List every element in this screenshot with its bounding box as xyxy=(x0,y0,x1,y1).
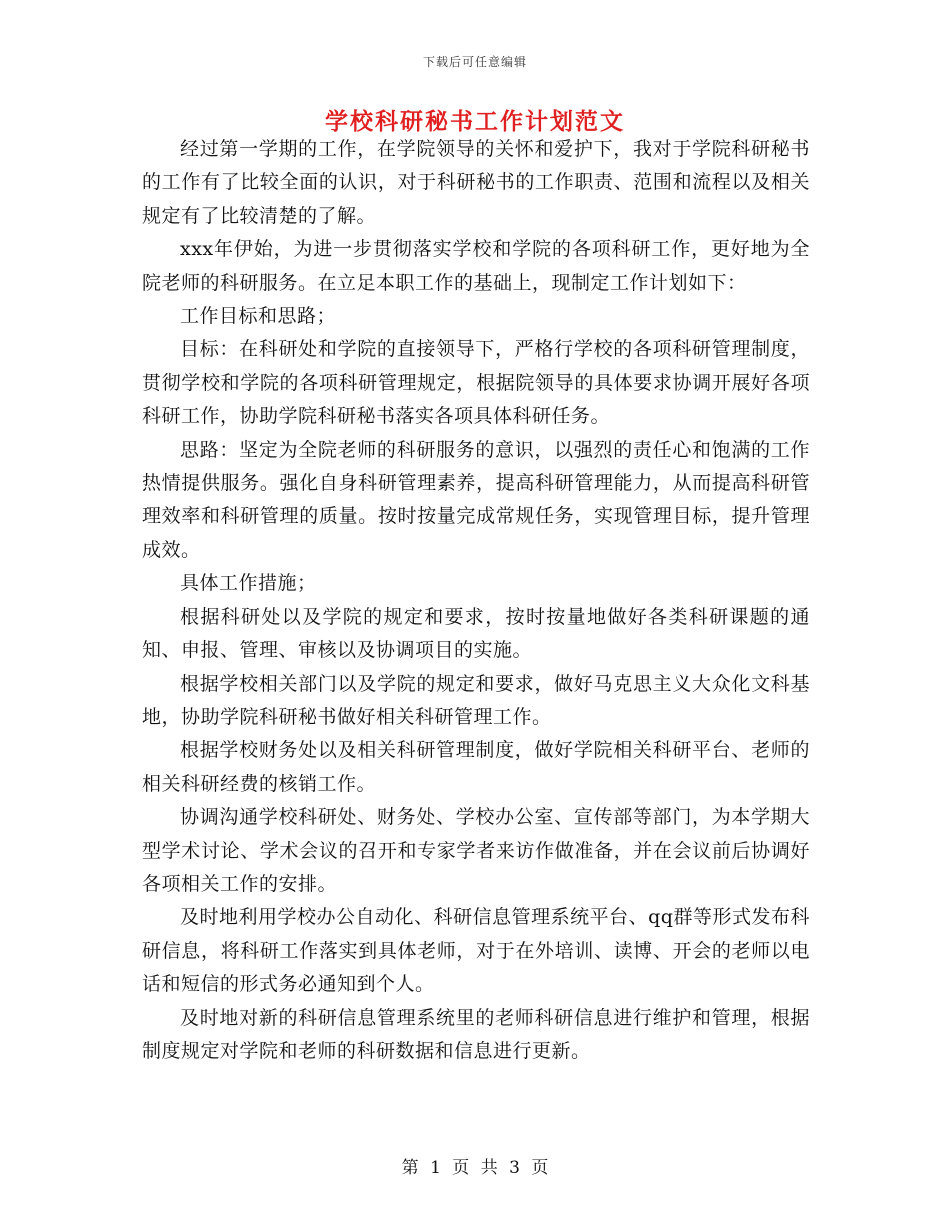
paragraph: xxx年伊始，为进一步贯彻落实学校和学院的各项科研工作，更好地为全院老师的科研服务。在立足本职工作的基础上，现制定工作计划如下： xyxy=(142,238,810,294)
paragraph: 及时地利用学校办公自动化、科研信息管理系统平台、qq群等形式发布科研信息，将科研工作落实到具体老师，对于在外培训、读博、开会的老师以电话和短信的形式务必通知到个人。 xyxy=(142,906,810,996)
paragraph: 根据学校财务处以及相关科研管理制度，做好学院相关科研平台、老师的相关科研经费的核销工作。 xyxy=(142,739,810,795)
paragraph: 经过第一学期的工作，在学院领导的关怀和爱护下，我对于学院科研秘书的工作有了比较全面的认识，对于科研秘书的工作职责、范围和流程以及相关规定有了比较清楚的了解。 xyxy=(142,138,810,227)
section-heading: 具体工作措施； xyxy=(180,572,317,595)
page-number: 第 1 页 共 3 页 xyxy=(401,1158,549,1178)
paragraph: 根据科研处以及学院的规定和要求，按时按量地做好各类科研课题的通知、申报、管理、审核以及协调项目的实施。 xyxy=(142,605,810,662)
document-title: 学校科研秘书工作计划范文 xyxy=(325,108,625,135)
paragraph: 及时地对新的科研信息管理系统里的老师科研信息进行维护和管理，根据制度规定对学院和老师的科研数据和信息进行更新。 xyxy=(142,1006,810,1062)
paragraph: 目标：在科研处和学院的直接领导下，严格行学校的各项科研管理制度，贯彻学校和学院的各项科研管理规定，根据院领导的具体要求协调开展好各项科研工作，协助学院科研秘书落实各项具体科研任务。 xyxy=(142,338,810,428)
section-heading: 工作目标和思路； xyxy=(180,305,337,328)
document-body xyxy=(142,133,810,1068)
paragraph: 根据学校相关部门以及学院的规定和要求，做好马克思主义大众化文科基地，协助学院科研秘书做好相关科研管理工作。 xyxy=(142,672,810,728)
header-note: 下载后可任意编辑 xyxy=(422,55,527,69)
paragraph: 协调沟通学校科研处、财务处、学校办公室、宣传部等部门，为本学期大型学术讨论、学术会议的召开和专家学者来访作做准备，并在会议前后协调好各项相关工作的安排。 xyxy=(142,806,810,895)
paragraph: 思路：坚定为全院老师的科研服务的意识，以强烈的责任心和饱满的工作热情提供服务。强化自身科研管理素养，提高科研管理能力，从而提高科研管理效率和科研管理的质量。按时按量完成常规任务，实现管理目标，提升管理成效。 xyxy=(142,438,810,561)
